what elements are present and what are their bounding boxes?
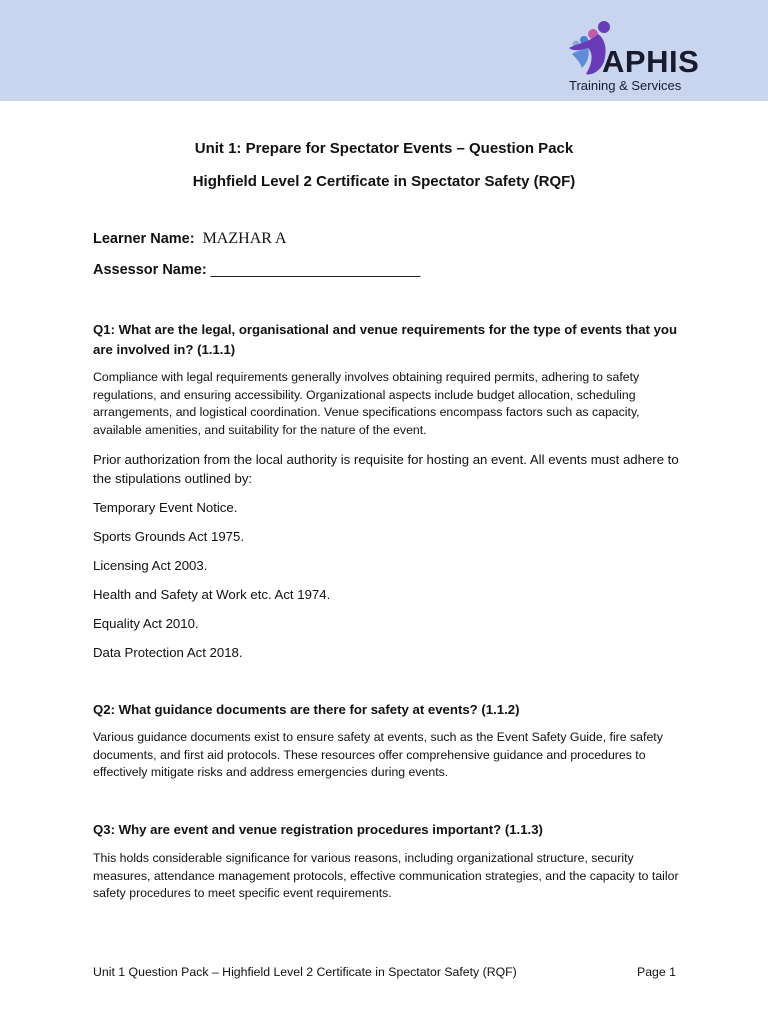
q1-question: Q1: What are the legal, organisational and venue requirements for the type of events that you are involved in? (1.1.1) [93, 322, 678, 357]
q3-question: Q3: Why are event and venue registration procedures important? (1.1.3) [93, 822, 543, 837]
q2-answer: Various guidance documents exist to ensure safety at events, such as the Event Safety Guide, fire safety documents, and first aid protocols. These resources offer comprehensive guidance and procedures to effectively mitigate risks and address emergencies during events. [93, 730, 663, 779]
header-band [0, 0, 768, 101]
document-subtitle: Highfield Level 2 Certificate in Spectator Safety (RQF) [192, 173, 576, 190]
footer-text: Unit 1 Question Pack – Highfield Level 2 Certificate in Spectator Safety (RQF) [93, 965, 517, 979]
act-item: Temporary Event Notice. [93, 500, 238, 515]
logo-wordmark: APHIS [602, 44, 700, 79]
assessor-name-field [93, 261, 420, 279]
learner-name-value: MAZHAR A [202, 230, 287, 247]
q2-question: Q2: What guidance documents are there for safety at events? (1.1.2) [93, 702, 520, 717]
page-number: Page 1 [637, 965, 676, 979]
act-item: Equality Act 2010. [93, 616, 199, 631]
q1-prior-authorization: Prior authorization from the local authority is requisite for hosting an event. All events must adhere to the stipulations outlined by: [93, 452, 679, 486]
learner-name-label: Learner Name: [93, 231, 195, 247]
act-item: Health and Safety at Work etc. Act 1974. [93, 587, 331, 602]
act-item: Data Protection Act 2018. [93, 645, 243, 660]
q1-answer: Compliance with legal requirements generally involves obtaining required permits, adhering to safety regulations, and ensuring accessibility. Organizational aspects include budget allocation, scheduling arrangements, and logistical coordination. Venue specifications encompass factors such as capacity, available amenities, and suitability for the nature of the event. [93, 370, 640, 437]
aphis-logo [564, 18, 714, 98]
q3-answer: This holds considerable significance for various reasons, including organizational structure, security measures, attendance management protocols, effective communication strategies, and the capacity to tailor safety procedures to meet specific event requirements. [93, 851, 679, 900]
act-item: Licensing Act 2003. [93, 558, 208, 573]
assessor-name-label: Assessor Name: [93, 262, 207, 278]
logo-tagline: Training & Services [569, 78, 682, 93]
act-item: Sports Grounds Act 1975. [93, 529, 245, 544]
document-title: Unit 1: Prepare for Spectator Events – Question Pack [194, 140, 574, 157]
learner-name-field [93, 230, 287, 248]
assessor-name-blank: __________________________ [210, 262, 421, 278]
